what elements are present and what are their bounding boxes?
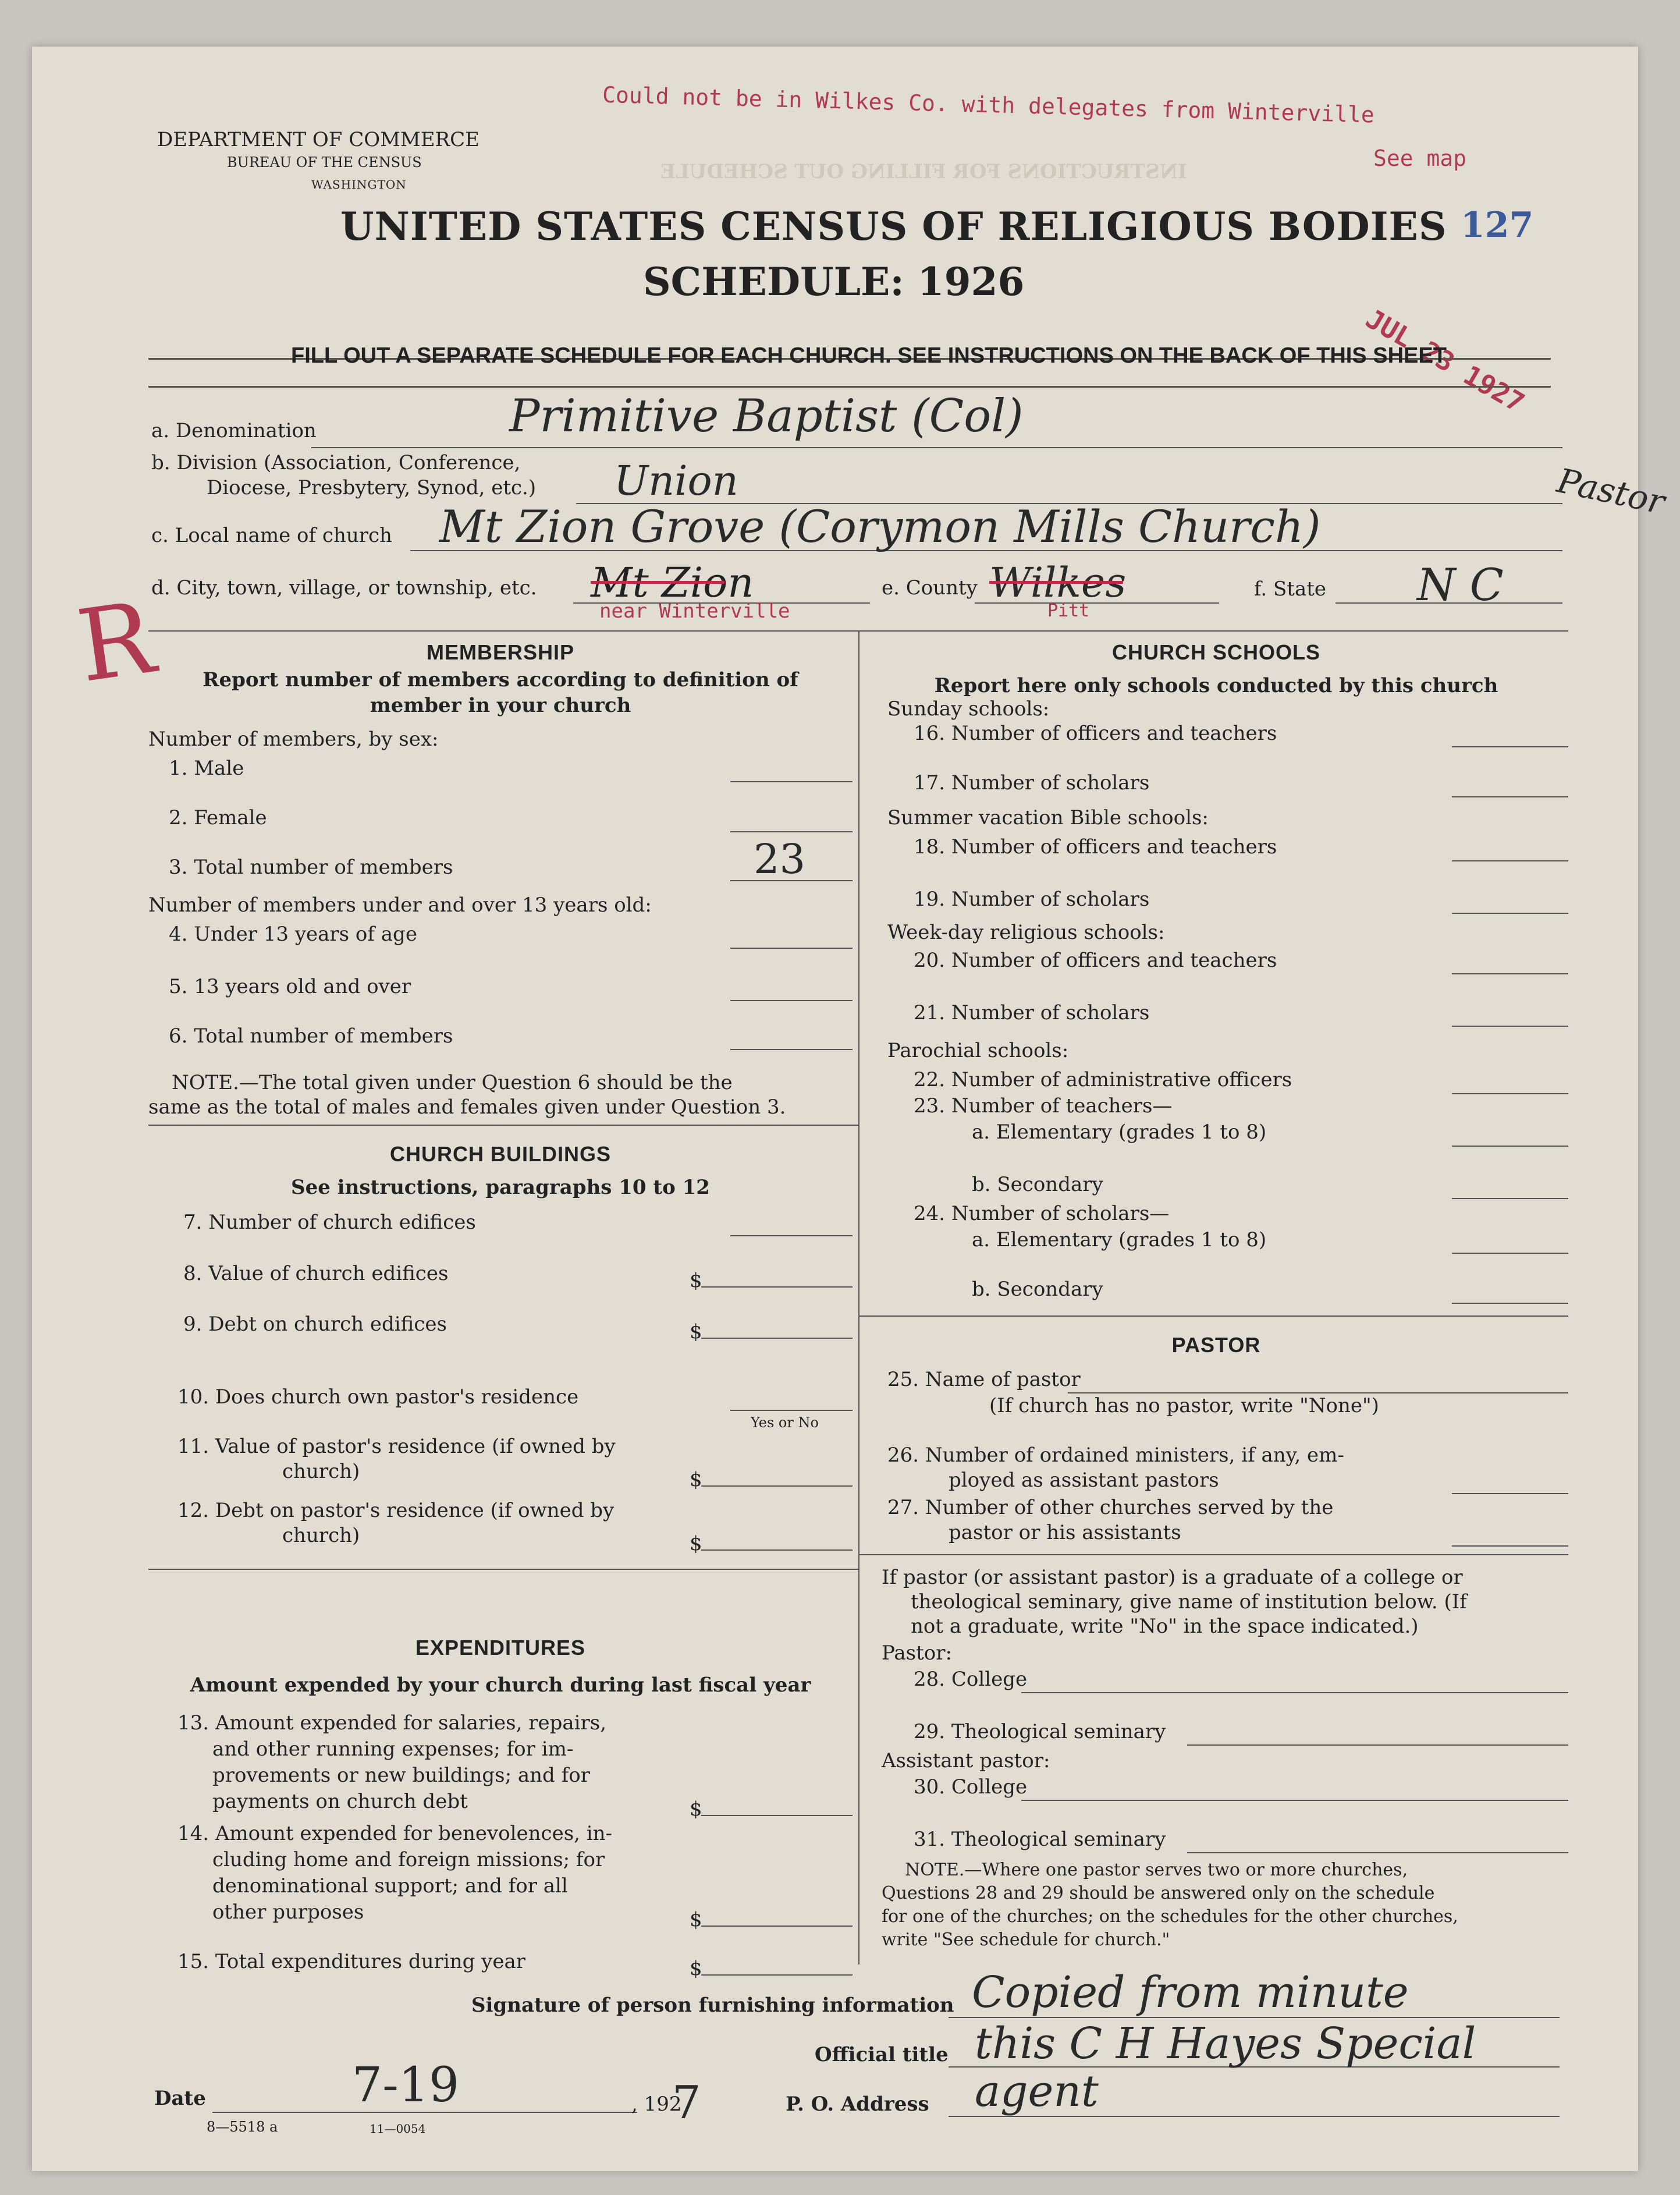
- pastor-heading: PASTOR: [1171, 1333, 1261, 1357]
- census-schedule-sheet: [32, 47, 1668, 2171]
- q1-label: 1. Male: [169, 757, 244, 780]
- membership-heading: MEMBERSHIP: [426, 640, 575, 664]
- q13-line-1: 13. Amount expended for salaries, repairs,: [177, 1711, 607, 1735]
- q17-label: 17. Number of scholars: [914, 771, 1150, 795]
- pastor-sub-label: Pastor:: [882, 1641, 952, 1665]
- q14-line-3: denominational support; and for all: [212, 1874, 568, 1898]
- q14-line-1: 14. Amount expended for benevolences, in-: [177, 1822, 613, 1845]
- pastor-note-2: Questions 28 and 29 should be answered only on the schedule: [882, 1883, 1435, 1903]
- q12-label-1: 12. Debt on pastor's residence (if owned by: [177, 1499, 615, 1522]
- q11-label-1: 11. Value of pastor's residence (if owned by: [177, 1435, 616, 1458]
- city-value-typed: near Winterville: [599, 600, 790, 623]
- denomination-value: Primitive Baptist (Col): [509, 390, 1024, 442]
- q23b-label: b. Secondary: [972, 1173, 1103, 1196]
- schedule-title: SCHEDULE: 1926: [643, 259, 1025, 304]
- pastor-note-1: NOTE.—Where one pastor serves two or more churches,: [905, 1860, 1408, 1880]
- q15-label: 15. Total expenditures during year: [177, 1950, 526, 1973]
- q9-dollar: $: [690, 1320, 702, 1343]
- q11-dollar: $: [690, 1468, 702, 1491]
- membership-intro-1: Report number of members according to definition of: [203, 668, 798, 692]
- q26-label-2: ployed as assistant pastors: [949, 1469, 1219, 1492]
- received-date-stamp: JUL 23 1927: [1361, 303, 1530, 419]
- membership-note-2: same as the total of males and females given under Question 3.: [148, 1095, 786, 1119]
- q8-dollar: $: [690, 1269, 702, 1292]
- q22-label: 22. Number of administrative officers: [914, 1068, 1292, 1091]
- q13-dollar: $: [690, 1797, 702, 1821]
- q20-label: 20. Number of officers and teachers: [914, 949, 1277, 972]
- q19-label: 19. Number of scholars: [914, 888, 1150, 911]
- weekday-schools-label: Week-day religious schools:: [887, 921, 1165, 944]
- q2-label: 2. Female: [169, 806, 267, 829]
- year-digit: 7: [672, 2077, 701, 2129]
- margin-red-mark: R: [70, 580, 161, 705]
- q10-label: 10. Does church own pastor's residence: [177, 1385, 579, 1409]
- print-code: 11—0054: [370, 2122, 426, 2136]
- form-code: 8—5518 a: [207, 2119, 278, 2135]
- city-name: WASHINGTON: [311, 178, 407, 192]
- q12-label-2: church): [282, 1524, 360, 1547]
- buildings-heading: CHURCH BUILDINGS: [390, 1142, 611, 1166]
- local-name-note: Pastor: [1553, 460, 1668, 522]
- city-label: d. City, town, village, or township, etc.: [151, 576, 537, 600]
- pastor-note-3: for one of the churches; on the schedules for the other churches,: [882, 1906, 1458, 1927]
- bureau-name: BUREAU OF THE CENSUS: [227, 154, 422, 171]
- local-name-value: Mt Zion Grove (Corymon Mills Church): [439, 501, 1321, 552]
- q13-line-3: provements or new buildings; and for: [212, 1764, 590, 1787]
- buildings-intro: See instructions, paragraphs 10 to 12: [291, 1176, 710, 1199]
- q8-label: 8. Value of church edifices: [183, 1262, 449, 1285]
- year-prefix: , 192: [631, 2093, 682, 2116]
- date-value: 7-19: [352, 2058, 460, 2113]
- official-title-label: Official title: [815, 2043, 949, 2066]
- q14-dollar: $: [690, 1908, 702, 1931]
- graduate-instructions-1: If pastor (or assistant pastor) is a graduate of a college or: [882, 1566, 1463, 1589]
- membership-intro-2: member in your church: [370, 694, 631, 717]
- q29-label: 29. Theological seminary: [914, 1720, 1166, 1743]
- q27-label-1: 27. Number of other churches served by the: [887, 1496, 1334, 1519]
- members-by-sex-label: Number of members, by sex:: [148, 728, 439, 751]
- q24b-label: b. Secondary: [972, 1278, 1103, 1301]
- handwritten-note-line1: Could not be in Wilkes Co. with delegates from Winterville: [602, 81, 1375, 128]
- q11-label-2: church): [282, 1460, 360, 1483]
- division-label-2: Diocese, Presbytery, Synod, etc.): [207, 476, 537, 499]
- q7-label: 7. Number of church edifices: [183, 1211, 476, 1234]
- membership-note-1: NOTE.—The total given under Question 6 should be the: [172, 1071, 733, 1094]
- q28-label: 28. College: [914, 1668, 1028, 1691]
- city-value-struck: Mt Zion: [591, 559, 754, 607]
- schools-heading: CHURCH SCHOOLS: [1111, 640, 1320, 664]
- form-subtitle: FILL OUT A SEPARATE SCHEDULE FOR EACH CHURCH. SEE INSTRUCTIONS ON THE BACK OF THIS SHEET: [291, 343, 1447, 368]
- expenditures-heading: EXPENDITURES: [415, 1636, 586, 1659]
- handwritten-note-line2: See map: [1373, 146, 1467, 171]
- schedule-number: 127: [1461, 205, 1534, 246]
- age-heading: Number of members under and over 13 years old:: [148, 893, 652, 917]
- graduate-instructions-2: theological seminary, give name of institution below. (If: [911, 1590, 1467, 1614]
- q12-dollar: $: [690, 1532, 702, 1555]
- q3-label: 3. Total number of members: [169, 856, 453, 879]
- q6-label: 6. Total number of members: [169, 1024, 453, 1048]
- division-value: Union: [614, 457, 738, 505]
- county-value-typed: Pitt: [1047, 601, 1090, 621]
- q24-label: 24. Number of scholars—: [914, 1202, 1170, 1225]
- denomination-label: a. Denomination: [151, 419, 317, 442]
- state-label: f. State: [1254, 577, 1326, 601]
- q14-line-4: other purposes: [212, 1900, 364, 1924]
- q13-line-4: payments on church debt: [212, 1790, 468, 1813]
- q15-dollar: $: [690, 1957, 702, 1980]
- date-label: Date: [154, 2087, 206, 2110]
- q23a-label: a. Elementary (grades 1 to 8): [972, 1120, 1267, 1144]
- signature-value: Copied from minute: [972, 1967, 1409, 2017]
- state-value: N C: [1417, 559, 1504, 611]
- county-value-struck: Wilkes: [989, 559, 1127, 607]
- q18-label: 18. Number of officers and teachers: [914, 835, 1277, 859]
- q21-label: 21. Number of scholars: [914, 1001, 1150, 1024]
- q4-label: 4. Under 13 years of age: [169, 923, 417, 946]
- q13-line-2: and other running expenses; for im-: [212, 1737, 574, 1761]
- q25-label: 25. Name of pastor: [887, 1368, 1081, 1391]
- assistant-pastor-label: Assistant pastor:: [882, 1749, 1050, 1772]
- signature-label: Signature of person furnishing information: [471, 1994, 954, 2017]
- q16-label: 16. Number of officers and teachers: [914, 722, 1277, 745]
- sunday-schools-label: Sunday schools:: [887, 697, 1050, 721]
- q23-label: 23. Number of teachers—: [914, 1094, 1173, 1118]
- q26-label-1: 26. Number of ordained ministers, if any, em-: [887, 1444, 1344, 1467]
- q25-note: (If church has no pastor, write "None"): [989, 1394, 1379, 1417]
- yes-or-no-hint: Yes or No: [751, 1414, 819, 1431]
- q27-label-2: pastor or his assistants: [949, 1521, 1181, 1544]
- local-name-label: c. Local name of church: [151, 524, 392, 547]
- bleed-through-text: INSTRUCTIONS FOR FILLING OUT SCHEDULE: [660, 160, 1187, 183]
- graduate-instructions-3: not a graduate, write "No" in the space indicated.): [911, 1615, 1419, 1638]
- department-name: DEPARTMENT OF COMMERCE: [157, 128, 480, 151]
- expenditures-intro: Amount expended by your church during last fiscal year: [190, 1673, 811, 1697]
- division-label-1: b. Division (Association, Conference,: [151, 451, 521, 474]
- q5-label: 5. 13 years old and over: [169, 975, 411, 998]
- po-address-label: P. O. Address: [786, 2093, 929, 2116]
- schools-intro: Report here only schools conducted by this church: [934, 674, 1498, 697]
- q3-total-members-value: 23: [754, 835, 806, 883]
- po-address-value: agent: [975, 2066, 1099, 2116]
- form-title: UNITED STATES CENSUS OF RELIGIOUS BODIES: [340, 204, 1447, 249]
- official-title-value: this C H Hayes Special: [975, 2019, 1476, 2069]
- q31-label: 31. Theological seminary: [914, 1828, 1166, 1851]
- q24a-label: a. Elementary (grades 1 to 8): [972, 1228, 1267, 1251]
- pastor-note-4: write "See schedule for church.": [882, 1930, 1170, 1950]
- q30-label: 30. College: [914, 1775, 1028, 1799]
- county-label: e. County: [882, 576, 978, 600]
- q14-line-2: cluding home and foreign missions; for: [212, 1848, 605, 1871]
- summer-schools-label: Summer vacation Bible schools:: [887, 806, 1209, 829]
- parochial-schools-label: Parochial schools:: [887, 1039, 1069, 1062]
- q9-label: 9. Debt on church edifices: [183, 1313, 447, 1336]
